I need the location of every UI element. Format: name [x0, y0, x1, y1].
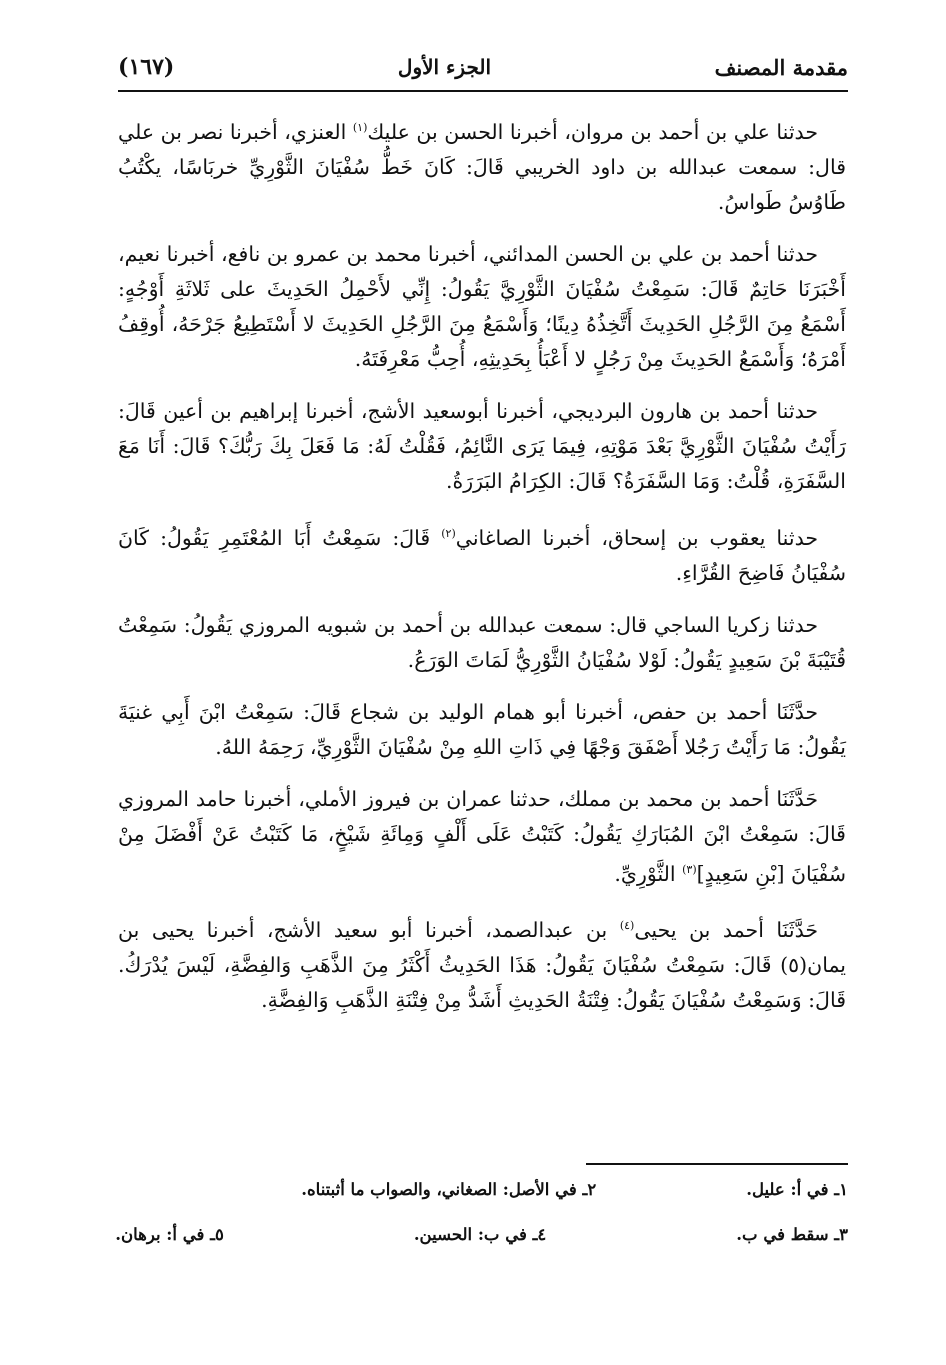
page-number: (١٦٧)	[118, 54, 175, 80]
paragraph: حدثنا زكريا الساجي قال: سمعت عبدالله بن أحمد بن شبويه المروزي يَقُولُ: سَمِعْتُ قُتَيْبَةَ بْنَ سَعِيدٍ يَقُولُ: لَوْلا سُفْيَانُ الثَّوْرِيُّ لَمَاتَ الوَرَعُ.	[118, 612, 846, 672]
footnote: ٥ـ في أ: برهان.	[115, 1225, 224, 1244]
footnote: ١ـ في أ: عليل.	[746, 1180, 848, 1199]
page-header	[118, 44, 848, 92]
paragraph: حدثنا علي بن أحمد بن مروان، أخبرنا الحسن بن عليك$^{(١)}$ العنزي، أخبرنا نصر بن علي قال: سمعت عبدالله بن داود الخريبي قَالَ: كَانَ خَطُّ سُفْيَانَ الثَّوْرِيِّ خربَاسًا، يكْتُبُ طَاوُسُ طَواسُ.	[118, 119, 846, 214]
paragraph: حدثنا يعقوب بن إسحاق، أخبرنا الصاغاني$^{(٢)}$ قَالَ: سَمِعْتُ أَبَا المُعْتَمِرِ يَقُولُ: كَانَ سُفْيَانُ فَاضِحَ القُرَّاءِ.	[118, 525, 846, 585]
footnote-row	[115, 1223, 848, 1247]
footnote-row	[140, 1178, 848, 1202]
section-title: مقدمة المصنف	[714, 54, 848, 80]
page-body	[118, 110, 846, 1035]
footnote: ٣ـ سقط في ب.	[736, 1225, 848, 1244]
footnote: ٤ـ في ب: الحسين.	[413, 1225, 547, 1244]
paragraph: حدثنا أحمد بن علي بن الحسن المدائني، أخبرنا محمد بن عمرو بن نافع، أخبرنا نعيم، أَخْبَرَنَا حَاتِمٌ قَالَ: سَمِعْتُ سُفْيَانَ الثَّوْرِيَّ يَقُولُ: إِنِّي لأَحْمِلُ الحَدِيثَ على ثَلاثَةِ أَوْجُهٍ: أَسْمَعُ مِنَ الرَّجُلِ الحَدِيثَ أَتَّخِذُهُ دِينًا؛ وَأَسْمَعُ مِنَ الرَّجُلِ الحَدِيثَ لا أَسْتَطِيعُ جَرْحَهُ، أُوقِفُ أَمْرَهُ؛ وَأَسْمَعُ الحَدِيثَ مِنْ رَجُلٍ لا أَعْبَأُ بِحَدِيثِهِ، أُحِبُّ مَعْرِفَتَهُ.	[118, 241, 846, 371]
paragraph: حدثنا أحمد بن هارون البرديجي، أخبرنا أبوسعيد الأشج، أخبرنا إبراهيم بن أعين قَالَ: رَأَيْتُ سُفْيَانَ الثَّوْرِيَّ بَعْدَ مَوْتِهِ، فِيمَا يَرَى النَّائِمُ، فَقُلْتُ لَهُ: مَا فَعَلَ بِكَ رَبُّكَ؟ قَالَ: أَنَا مَعَ السَّفَرَةِ، قُلْتُ: وَمَا السَّفَرَةُ؟ قَالَ: الكِرَامُ البَرَرَةُ.	[118, 398, 846, 493]
footnotes	[115, 1178, 848, 1268]
footnote-ref: (٢)	[441, 526, 456, 540]
paragraph: حَدَّثَنَا أحمد بن محمد بن مملك، حدثنا عمران بن فيروز الأملي، أخبرنا حامد المروزي قَالَ: سَمِعْتُ ابْنَ المُبَارَكِ يَقُولُ: كَتَبْتُ عَلَى أَلْفٍ وَمِائَةِ شَيْخٍ، مَا كَتَبْتُ عَنْ أَفْضَلَ مِنْ سُفْيَانَ [بْنِ سَعِيدٍ]$^{(٣)}$ الثَّوْرِيِّ.	[118, 786, 846, 886]
footnote-ref: (٣)	[682, 862, 697, 876]
volume-title: الجزء الأول	[397, 55, 492, 79]
footnote-divider	[586, 1163, 848, 1165]
footnote: ٢ـ في الأصل: الصغاني، والصواب ما أثبتناه.	[301, 1180, 597, 1199]
footnote-ref: (١)	[352, 121, 368, 134]
paragraph: حَدَّثَنَا أحمد بن يحيى$^{(٤)}$ بن عبدالصمد، أخبرنا أبو سعيد الأشج، أخبرنا يحيى بن يمان(٥) قَالَ: سَمِعْتُ سُفْيَانَ يَقُولُ: هَذَا الحَدِيثُ أَكْثَرُ مِنَ الذَّهَبِ وَالفِضَّةِ، لَيْسَ يُدْرَكُ. قَالَ: وَسَمِعْتُ سُفْيَانَ يَقُولُ: فِتْنَةُ الحَدِيثِ أَشَدُّ مِنْ فِتْنَةِ الذَّهَبِ وَالفِضَّةِ.	[118, 918, 846, 1013]
footnote-ref: (٤)	[619, 919, 635, 933]
paragraph: حدَّثَنَا أحمد بن حفص، أخبرنا أبو همام الوليد بن شجاع قَالَ: سَمِعْتُ ابْنَ أَبِي غنيَةَ يَقُولُ: مَا رَأَيْتُ رَجُلا أَصْفَقَ وَجْهًا فِي ذَاتِ اللهِ مِنْ سُفْيَانَ الثَّوْرِيِّ، رَحِمَهُ اللهُ.	[118, 699, 846, 759]
